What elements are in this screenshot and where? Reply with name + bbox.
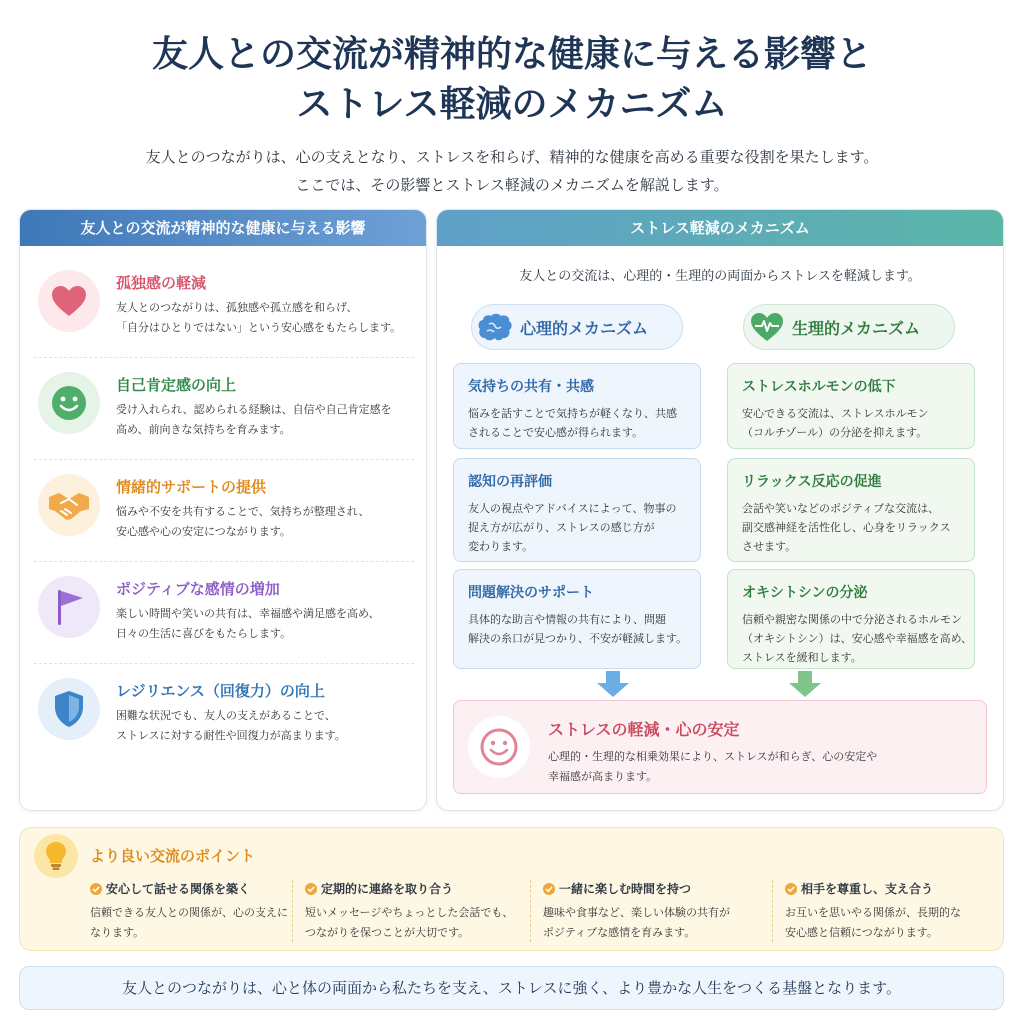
mechanism-desc-line: （コルチゾール）の分泌を抑えます。	[742, 426, 928, 439]
mechanism-box-title: 気持ちの共有・共感	[468, 379, 594, 395]
effect-title: 孤独感の軽減	[116, 274, 207, 292]
mechanism-panel	[436, 209, 1004, 811]
mechanism-box-title: ストレスホルモンの低下	[742, 379, 896, 395]
mechanism-box-desc	[742, 404, 960, 442]
effect-desc-line: 楽しい時間や笑いの共有は、幸福感や満足感を高め、	[116, 607, 380, 620]
lightbulb-icon	[34, 834, 78, 878]
effect-title: ポジティブな感情の増加	[116, 580, 280, 598]
mechanism-desc-line: 会話や笑いなどのポジティブな交流は、	[742, 502, 940, 515]
tip-title-text: 安心して話せる関係を築く	[106, 882, 251, 896]
mechanism-box-oxytocin	[727, 569, 975, 669]
tip-desc	[785, 903, 1002, 943]
effect-title: レジリエンス（回復力）の向上	[116, 682, 325, 700]
check-icon	[305, 883, 317, 895]
mechanism-desc-line: 信頼や親密な関係の中で分泌されるホルモン	[742, 613, 962, 626]
handshake-icon	[38, 474, 100, 536]
mechanism-desc-line: されることで安心感が得られます。	[468, 426, 644, 439]
conclusion-banner: 友人とのつながりは、心と体の両面から私たちを支え、ストレスに強く、より豊かな人生をつくる基盤となります。	[19, 966, 1004, 1010]
mechanism-box-stress-hormone	[727, 363, 975, 449]
effects-panel	[19, 209, 427, 811]
result-title: ストレスの軽減・心の安定	[548, 720, 740, 739]
effect-desc-line: ストレスに対する耐性や回復力が高まります。	[116, 729, 346, 742]
tips-title: より良い交流のポイント	[90, 847, 256, 865]
effect-desc	[116, 298, 416, 338]
tips-section	[19, 827, 1004, 951]
mechanism-box-desc	[468, 610, 686, 648]
mechanism-box-title: 認知の再評価	[468, 474, 552, 490]
tip-desc-line: 安心感と信頼につながります。	[785, 926, 938, 939]
tip-desc	[90, 903, 308, 943]
mechanism-desc-line: 安心できる交流は、ストレスホルモン	[742, 407, 929, 420]
tip-item	[530, 880, 760, 942]
mechanism-box-title: リラックス反応の促進	[742, 474, 882, 490]
mechanism-desc-line: ストレスを緩和します。	[742, 651, 862, 664]
effect-desc-line: 日々の生活に喜びをもたらします。	[116, 627, 292, 640]
stress-relief-result	[453, 700, 987, 794]
tip-desc	[305, 903, 522, 943]
mechanism-box-desc	[468, 404, 686, 442]
mechanism-box-reappraisal	[453, 458, 701, 562]
tip-desc-line: ポジティブな感情を育みます。	[543, 926, 696, 939]
tip-title	[305, 880, 522, 897]
tip-title-text: 一緒に楽しむ時間を持つ	[559, 882, 692, 896]
tip-desc-line: お互いを思いやる関係が、長期的な	[785, 906, 961, 919]
effect-desc-line: 高め、前向きな気持ちを育みます。	[116, 423, 291, 436]
mechanism-box-desc	[742, 499, 960, 556]
effect-desc-line: 友人とのつながりは、孤独感や孤立感を和らげ、	[116, 301, 358, 314]
effect-desc	[116, 604, 416, 644]
effect-item-positive-emotions	[34, 564, 414, 664]
effect-desc-line: 安心感や心の安定につながります。	[116, 525, 291, 538]
effect-item-emotional-support	[34, 462, 414, 562]
mechanism-box-title: オキシトシンの分泌	[742, 585, 868, 601]
page-title-line1: 友人との交流が精神的な健康に与える影響と	[151, 34, 872, 75]
tip-item	[78, 880, 308, 942]
tip-desc-line: 趣味や食事など、楽しい体験の共有が	[543, 906, 730, 919]
tip-title-text: 相手を尊重し、支え合う	[801, 882, 934, 896]
mechanism-box-desc	[468, 499, 686, 556]
tip-desc-line: 短いメッセージやちょっとした会話でも、	[305, 906, 514, 919]
physiological-mechanism-text: 生理的メカニズム	[792, 318, 921, 338]
mechanism-desc-line: 友人の視点やアドバイスによって、物事の	[468, 502, 677, 515]
arrow-down-icon	[595, 671, 631, 697]
physiological-mechanism-label	[743, 304, 955, 350]
result-desc-line: 心理的・生理的な相乗効果により、ストレスが和らぎ、心の安定や	[548, 750, 878, 763]
mechanism-desc-line: 捉え方が広がり、ストレスの感じ方が	[468, 521, 655, 534]
tip-item	[292, 880, 522, 942]
tip-desc-line: つながりを保つことが大切です。	[305, 926, 470, 939]
effect-desc	[116, 400, 416, 440]
effect-desc	[116, 706, 416, 746]
mechanism-box-relaxation	[727, 458, 975, 562]
tip-item	[772, 880, 1002, 942]
mechanism-panel-header: ストレス軽減のメカニズム	[437, 210, 1003, 246]
psychological-mechanism-text: 心理的メカニズム	[520, 318, 649, 338]
result-desc	[548, 747, 877, 787]
check-icon	[90, 883, 102, 895]
heart-pulse-icon	[748, 308, 786, 346]
arrow-down-icon	[787, 671, 823, 697]
mechanism-subtitle: 友人との交流は、心理的・生理的の両面からストレスを軽減します。	[519, 269, 921, 284]
tip-desc-line: 信頼できる友人との関係が、心の支えに	[90, 906, 288, 919]
shield-icon	[38, 678, 100, 740]
intro-line1: 友人とのつながりは、心の支えとなり、ストレスを和らげ、精神的な健康を高める重要な役割を果たします。	[145, 148, 879, 166]
effect-item-resilience	[34, 666, 414, 766]
result-desc-line: 幸福感が高まります。	[548, 770, 658, 783]
tip-desc-line: なります。	[90, 926, 145, 939]
effect-title: 自己肯定感の向上	[116, 376, 237, 394]
mechanism-desc-line: 変わります。	[468, 540, 534, 553]
intro-line2: ここでは、その影響とストレス軽減のメカニズムを解説します。	[295, 176, 729, 194]
smile-icon	[468, 716, 530, 778]
effect-item-self-esteem	[34, 360, 414, 460]
brain-icon	[476, 308, 514, 346]
effects-panel-header: 友人との交流が精神的な健康に与える影響	[20, 210, 426, 246]
mechanism-box-sharing	[453, 363, 701, 449]
mechanism-desc-line: 副交感神経を活性化し、心身をリラックス	[742, 521, 951, 534]
tip-desc	[543, 903, 760, 943]
mechanism-desc-line: 解決の糸口が見つかり、不安が軽減します。	[468, 632, 688, 645]
effect-title: 情緒的サポートの提供	[116, 478, 267, 496]
flag-icon	[38, 576, 100, 638]
heart-icon	[38, 270, 100, 332]
check-icon	[785, 883, 797, 895]
mechanism-box-title: 問題解決のサポート	[468, 585, 594, 601]
page-title	[0, 30, 1024, 130]
effect-desc-line: 悩みや不安を共有することで、気持ちが整理され、	[116, 505, 370, 518]
effect-desc-line: 困難な状況でも、友人の支えがあることで、	[116, 709, 336, 722]
tip-title	[543, 880, 760, 897]
page-title-line2: ストレス軽減のメカニズム	[296, 84, 728, 125]
effect-desc-line: 「自分はひとりではない」という安心感をもたらします。	[116, 321, 402, 334]
smile-icon	[38, 372, 100, 434]
mechanism-box-desc	[742, 610, 973, 667]
effect-desc-line: 受け入れられ、認められる経験は、自信や自己肯定感を	[116, 403, 392, 416]
mechanism-desc-line: （オキシトシン）は、安心感や幸福感を高め、	[742, 632, 973, 645]
tip-title	[90, 880, 308, 897]
mechanism-desc-line: 具体的な助言や情報の共有により、問題	[468, 613, 666, 626]
mechanism-desc-line: 悩みを話すことで気持ちが軽くなり、共感	[468, 407, 677, 420]
tip-title	[785, 880, 1002, 897]
effect-desc	[116, 502, 416, 542]
mechanism-desc-line: させます。	[742, 540, 797, 553]
tip-title-text: 定期的に連絡を取り合う	[321, 882, 454, 896]
intro-text	[0, 143, 1024, 199]
mechanism-box-problem-solving	[453, 569, 701, 669]
check-icon	[543, 883, 555, 895]
effect-item-loneliness	[34, 258, 414, 358]
psychological-mechanism-label	[471, 304, 683, 350]
